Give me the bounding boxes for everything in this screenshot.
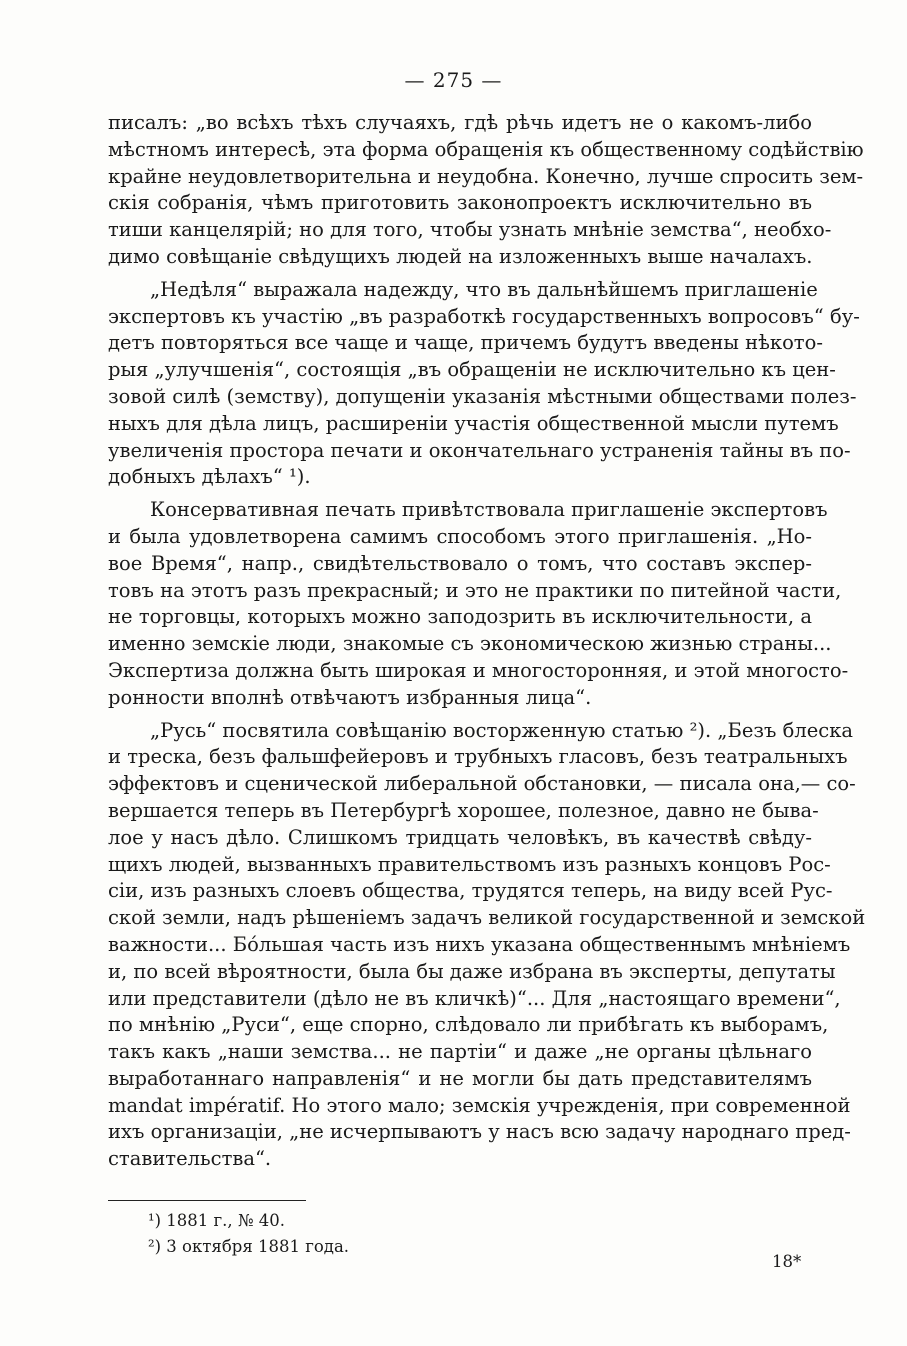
body-text	[108, 110, 866, 1173]
text-line: ронности вполнѣ отвѣчаютъ избранныя лица“.	[108, 685, 592, 709]
text-line: и треска, безъ фальшфейеровъ и трубныхъ гласовъ, безъ театральныхъ	[108, 745, 848, 769]
paragraph-3	[108, 497, 849, 711]
footnote-divider	[108, 1200, 306, 1201]
page-number: — 275 —	[404, 68, 503, 92]
footnotes	[148, 1208, 349, 1260]
footnote-1: ¹) 1881 г., № 40.	[148, 1211, 286, 1230]
text-line: тиши канцелярій; но для того, чтобы узнать мнѣніе земства“, необхо-	[108, 218, 832, 242]
paragraph-2	[108, 277, 860, 491]
text-line: мѣстномъ интересѣ, эта форма обращенія къ общественному содѣйствію	[108, 137, 864, 161]
text-line: и была удовлетворена самимъ способомъ этого приглашенія. „Но-	[108, 524, 812, 548]
paragraph-1	[108, 110, 864, 271]
text-line: или представители (дѣло не въ кличкѣ)“... Для „настоящаго времени“,	[108, 986, 841, 1010]
text-line: зовой силѣ (земству), допущеніи указанія мѣстными обществами полез-	[108, 384, 857, 408]
text-line: именно земскіе люди, знакомые съ экономическою жизнью страны...	[108, 632, 832, 656]
text-line: ихъ организаціи, „не исчерпываютъ у насъ всю задачу народнаго пред-	[108, 1120, 851, 1144]
text-line: димо совѣщаніе свѣдущихъ людей на изложенныхъ выше началахъ.	[108, 244, 813, 268]
text-line: такъ какъ „наши земства... не партіи“ и даже „не органы цѣльнаго	[108, 1040, 812, 1064]
footnote-2: ²) 3 октября 1881 года.	[148, 1237, 350, 1256]
text-line: крайне неудовлетворительна и неудобна. Конечно, лучше спросить зем-	[108, 164, 864, 188]
paragraph-4	[108, 718, 866, 1174]
text-line: ской земли, надъ рѣшеніемъ задачъ великой государственной и земской	[108, 906, 866, 930]
text-line: по мнѣнію „Руси“, еще спорно, слѣдовало ли прибѣгать къ выборамъ,	[108, 1013, 829, 1037]
text-line: вершается теперь въ Петербургѣ хорошее, полезное, давно не быва-	[108, 798, 819, 822]
signature-mark: 18*	[772, 1252, 802, 1271]
text-line: Экспертиза должна быть широкая и многосторонняя, и этой многосто-	[108, 658, 849, 682]
text-line: увеличенія простора печати и окончательнаго устраненія тайны въ по-	[108, 438, 851, 462]
text-line: вое Время“, напр., свидѣтельствовало о томъ, что составъ экспер-	[108, 551, 812, 575]
text-line: экспертовъ къ участію „въ разработкѣ государственныхъ вопросовъ“ бу-	[108, 304, 860, 328]
text-line: детъ повторяться все чаще и чаще, причемъ будутъ введены нѣкото-	[108, 331, 823, 355]
text-line: эффектовъ и сценической либеральной обстановки, — писала она,— со-	[108, 772, 856, 796]
text-line: mandat impératif. Но этого мало; земскія учрежденія, при современной	[108, 1093, 851, 1117]
text-line: выработаннаго направленія“ и не могли бы дать представителямъ	[108, 1066, 812, 1090]
text-line: рыя „улучшенія“, состоящія „въ обращеніи не исключительно къ цен-	[108, 358, 836, 382]
text-line: „Русь“ посвятила совѣщанію восторженную статью ²). „Безъ блеска	[150, 718, 854, 742]
text-line: скія собранія, чѣмъ приготовить законопроектъ исключительно въ	[108, 191, 812, 215]
text-line: писалъ: „во всѣхъ тѣхъ случаяхъ, гдѣ рѣчь идетъ не о какомъ-либо	[108, 111, 812, 134]
text-line: сіи, изъ разныхъ слоевъ общества, трудятся теперь, на виду всей Рус-	[108, 879, 833, 903]
text-line: ставительства“.	[108, 1147, 272, 1171]
text-line: важности... Бо́льшая часть изъ нихъ указана общественнымъ мнѣніемъ	[108, 932, 851, 956]
text-line: и, по всей вѣроятности, была бы даже избрана въ эксперты, депутаты	[108, 959, 836, 983]
text-line: Консервативная печать привѣтствовала приглашеніе экспертовъ	[150, 498, 828, 522]
text-line: ныхъ для дѣла лицъ, расширеніи участія общественной мысли путемъ	[108, 411, 839, 435]
text-line: щихъ людей, вызванныхъ правительствомъ изъ разныхъ концовъ Рос-	[108, 852, 831, 876]
text-line: не торговцы, которыхъ можно заподозрить въ исключительности, а	[108, 605, 812, 629]
text-line: лое у насъ дѣло. Слишкомъ тридцать человѣкъ, въ качествѣ свѣду-	[108, 825, 812, 849]
text-line: товъ на этотъ разъ прекрасный; и это не практики по питейной части,	[108, 578, 842, 602]
text-line: добныхъ дѣлахъ“ ¹).	[108, 465, 311, 489]
text-line: „Недѣля“ выражала надежду, что въ дальнѣйшемъ приглашеніе	[150, 277, 818, 301]
